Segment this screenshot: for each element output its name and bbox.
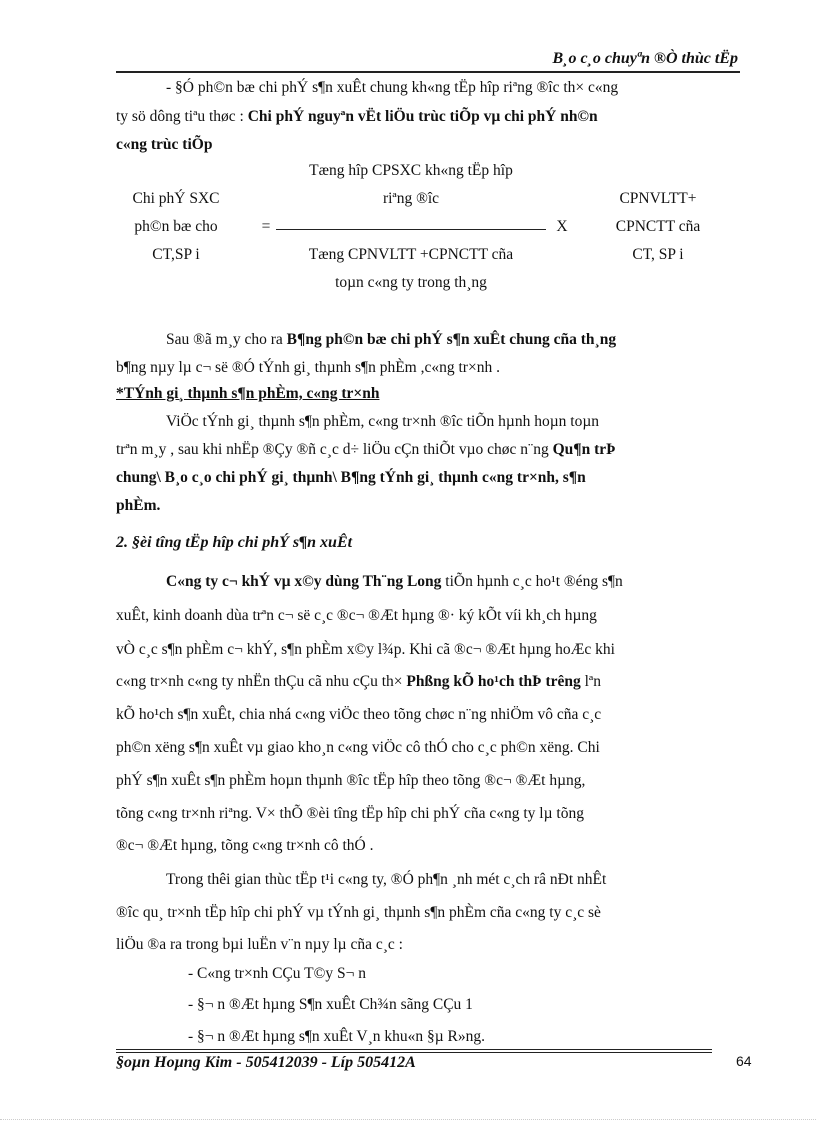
formula-rhs-line2: CPNCTT cña [615,218,701,235]
formula-lhs-line3: CT,SP i [152,246,200,263]
paragraph-line: ®îc qu¸ tr×nh tËp hîp chi phÝ vµ tÝnh gi¸ thµnh s¶n phÈm cña c«ng ty c¸c sè [116,904,601,921]
list-item: - §¬ n ®Æt hµng S¶n xuÊt Ch¾n sãng CÇu 1 [188,996,473,1013]
formula-numerator-line1: Tæng hîp CPSXC kh«ng tËp hîp [309,162,513,179]
paragraph-line: ViÖc tÝnh gi¸ thµnh s¶n phÈm, c«ng tr×nh ®îc tiÕn hµnh hoµn toµn [166,413,600,430]
formula-equals: = [261,218,271,235]
formula-numerator-line2: riªng ®îc [382,190,440,207]
formula-denominator-line1: Tæng CPNVLTT +CPNCTT cña [308,246,514,263]
paragraph-line: ty sö dông tiªu thøc : Chi phÝ nguyªn vËt liÖu trùc tiÕp vµ chi phÝ nh©n [116,108,598,125]
paragraph-line: - §Ó ph©n bæ chi phÝ s¶n xuÊt chung kh«ng tËp hîp riªng ®îc th× c«ng [166,79,619,96]
paragraph-line: ph©n xëng s¶n xuÊt vµ giao kho¸n c«ng viÖc cô thÓ cho c¸c ph©n xëng. Chi [116,739,600,756]
header-divider [116,71,740,73]
paragraph-line: b¶ng nµy lµ c¬ së ®Ó tÝnh gi¸ thµnh s¶n phÈm ,c«ng tr×nh . [116,359,500,376]
paragraph-line: ®c¬ ®Æt hµng, tõng c«ng tr×nh cô thÓ . [116,837,374,854]
paragraph-line: xuÊt, kinh doanh dùa trªn c¬ së c¸c ®c¬ ®Æt hµng ®· ký kÕt víi kh¸ch hµng [116,607,597,624]
paragraph-line-bold: chung\ B¸o c¸o chi phÝ gi¸ thµnh\ B¶ng tÝnh gi¸ thµnh c«ng tr×nh, s¶n [116,469,586,486]
paragraph-line: trªn m¸y , sau khi nhËp ®Çy ®ñ c¸c d÷ liÖu cÇn thiÕt vµo chøc n¨ng Qu¶n trÞ [116,441,616,458]
footer-divider [116,1052,712,1053]
section-heading-2: 2. §èi tîng tËp hîp chi phÝ s¶n xuÊt [116,534,353,551]
paragraph-line: phÝ s¶n xuÊt s¶n phÈm hoµn thµnh ®îc tËp hîp theo tõng ®c¬ ®Æt hµng, [116,772,586,789]
paragraph-line: kÕ ho¹ch s¶n xuÊt, chia nhá c«ng viÖc theo tõng chøc n¨ng nhiÖm vô cña c¸c [116,706,602,723]
allocation-formula [116,162,740,302]
formula-lhs-line2: ph©n bæ cho [134,218,218,235]
paragraph-line: c«ng tr×nh c«ng ty nhËn thÇu cã nhu cÇu th× Phßng kÕ ho¹ch thÞ trêng lªn [116,673,601,690]
formula-multiply: X [556,218,568,235]
page-header-title: B¸o c¸o chuyªn ®Ò thùc tËp [552,50,738,67]
page-edge [0,1119,816,1120]
list-item: - C«ng tr×nh CÇu T©y S¬ n [188,965,366,982]
formula-rhs-line3: CT, SP i [632,246,684,263]
page-number: 64 [736,1053,752,1069]
paragraph-line: C«ng ty c¬ khÝ vµ x©y dùng Th¨ng Long tiÕn hµnh c¸c ho¹t ®éng s¶n [166,573,623,590]
paragraph-line-bold: c«ng trùc tiÕp [116,136,213,153]
formula-fraction-bar [276,229,546,230]
formula-denominator-line2: toµn c«ng ty trong th¸ng [335,274,487,291]
paragraph-line: liÖu ®a ra trong bµi luËn v¨n nµy lµ cña c¸c : [116,936,403,953]
paragraph-line: tõng c«ng tr×nh riªng. V× thÕ ®èi tîng tËp hîp chi phÝ cña c«ng ty lµ tõng [116,805,584,822]
footer-author: §oµn Hoµng Kim - 505412039 - Líp 505412A [116,1054,416,1071]
list-item: - §¬ n ®Æt hµng s¶n xuÊt V¸n khu«n §µ R»ng. [188,1028,485,1045]
section-heading: *TÝnh gi¸ thµnh s¶n phÈm, c«ng tr×nh [116,385,380,402]
paragraph-line: vÒ c¸c s¶n phÈm c¬ khÝ, s¶n phÈm x©y l¾p. Khi cã ®c¬ ®Æt hµng hoÆc khi [116,641,615,658]
formula-rhs-line1: CPNVLTT+ [619,190,697,207]
paragraph-line: Sau ®ã m¸y cho ra B¶ng ph©n bæ chi phÝ s¶n xuÊt chung cña th¸ng [166,331,617,348]
paragraph-line: Trong thêi gian thùc tËp t¹i c«ng ty, ®Ó ph¶n ¸nh mét c¸ch râ nÐt nhÊt [166,871,607,888]
paragraph-line-bold: phÈm. [116,497,161,514]
footer-divider [116,1049,712,1050]
formula-lhs-line1: Chi phÝ SXC [132,190,220,207]
